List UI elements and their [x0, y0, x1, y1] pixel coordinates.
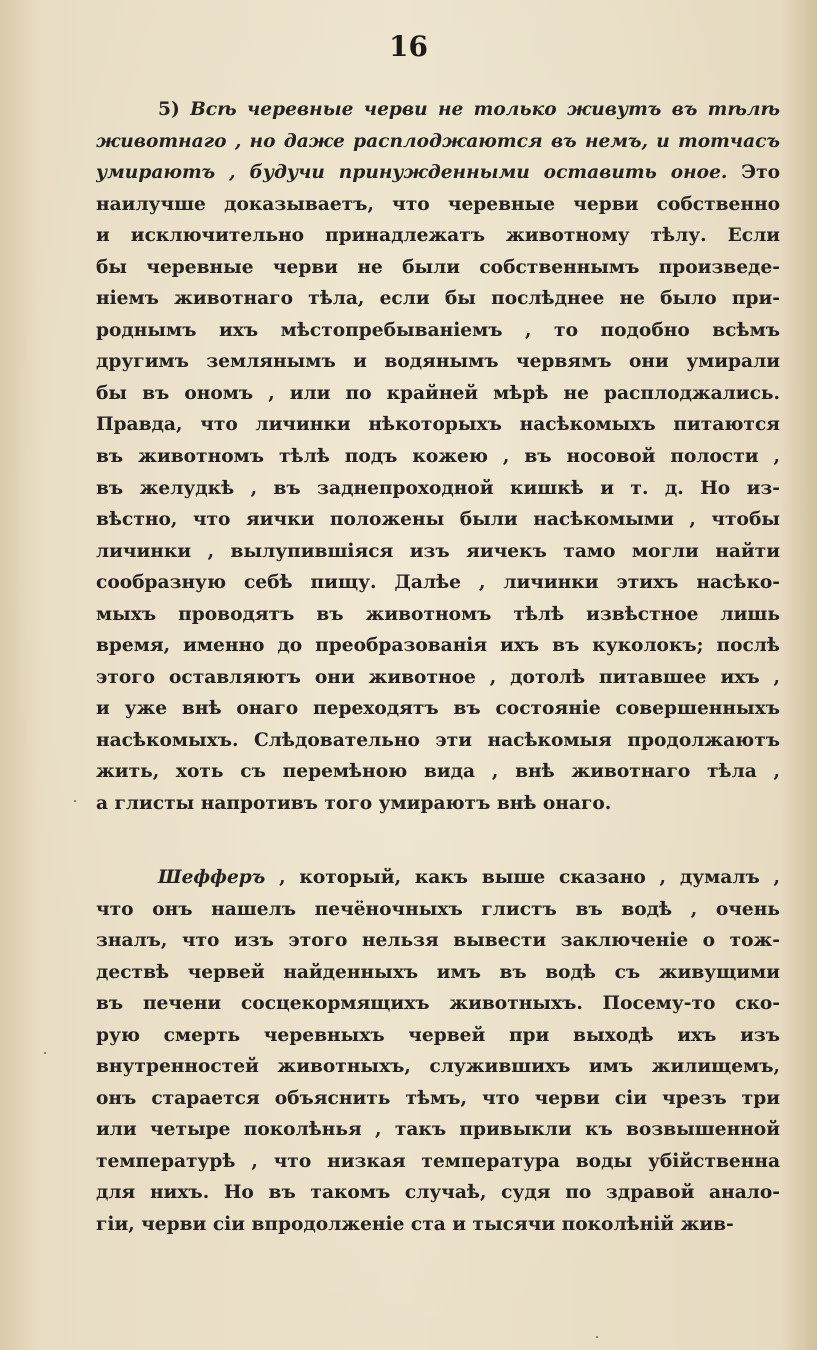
- paper-speck: [596, 1336, 598, 1338]
- text-line: [96, 693, 780, 725]
- plain-text: время, именно до преобразованія ихъ въ куколокъ; послѣ: [96, 635, 780, 657]
- plain-text: роднымъ ихъ мѣстопребываніемъ , то подобно всѣмъ: [96, 319, 780, 341]
- text-line: [96, 662, 780, 694]
- text-line: [96, 1020, 780, 1052]
- text-line: [96, 1209, 780, 1241]
- plain-text: гіи, черви сіи впродолженіе ста и тысячи поколѣній жив-: [96, 1214, 734, 1236]
- plain-text: , который, какъ выше сказано , думалъ ,: [265, 867, 780, 888]
- plain-text: сообразную себѣ пищу. Далѣе , личинки этихъ насѣко-: [96, 572, 780, 594]
- text-line: [96, 252, 780, 284]
- text-line: [96, 220, 780, 252]
- text-line: [96, 630, 780, 662]
- plain-text: насѣкомыхъ. Слѣдовательно эти насѣкомыя продолжаютъ: [96, 729, 780, 751]
- plain-text: и исключительно принадлежатъ животному тѣлу. Если: [96, 225, 780, 247]
- plain-text: зналъ, что изъ этого нельзя вывести заключеніе о тож-: [96, 930, 780, 952]
- plain-text: Это: [727, 162, 780, 184]
- plain-text: дествѣ червей найденныхъ имъ въ водѣ съ живущими: [96, 961, 780, 983]
- text-line: [96, 473, 780, 505]
- paragraph-5: [96, 94, 780, 820]
- text-line: [96, 346, 780, 378]
- plain-text: бы черевные черви не были собственнымъ произведе-: [96, 256, 780, 278]
- text-line: [96, 157, 780, 189]
- plain-text: внутренностей животныхъ, служившихъ имъ жилищемъ,: [96, 1056, 780, 1078]
- text-line: [96, 957, 780, 989]
- text-line: [96, 925, 780, 957]
- text-line: [96, 378, 780, 410]
- text-line: [96, 988, 780, 1020]
- text-line: [96, 441, 780, 473]
- text-line: [96, 189, 780, 221]
- paragraph-scheffer: [96, 862, 780, 1241]
- text-line: [96, 1051, 780, 1083]
- text-line: [96, 1114, 780, 1146]
- text-line: [96, 409, 780, 441]
- plain-text: въ животномъ тѣлѣ подъ кожею , въ носовой полости ,: [96, 446, 780, 468]
- italic-text: Всѣ черевные черви не только живутъ въ тѣлѣ: [190, 99, 780, 120]
- text-line: [96, 1146, 780, 1178]
- text-line: [96, 567, 780, 599]
- italic-text: Шефферъ: [158, 867, 266, 888]
- plain-text: этого оставляютъ они животное , дотолѣ питавшее ихъ ,: [96, 666, 780, 688]
- plain-text: жить, хоть съ перемѣною вида , внѣ животнаго тѣла ,: [96, 761, 780, 783]
- plain-text: въ желудкѣ , въ заднепроходной кишкѣ и т. д. Но из-: [96, 477, 780, 499]
- text-line: [96, 862, 780, 894]
- plain-text: или четыре поколѣнья , такъ привыкли къ возвышенной: [96, 1119, 780, 1141]
- page-number: 16: [389, 30, 428, 63]
- text-line: [96, 283, 780, 315]
- plain-text: для нихъ. Но въ такомъ случаѣ, судя по здравой анало-: [96, 1182, 780, 1204]
- plain-text: въ печени сосцекормящихъ животныхъ. Посему-то ско-: [96, 993, 780, 1015]
- text-line: [96, 788, 780, 820]
- text-line: [96, 599, 780, 631]
- plain-text: рую смерть черевныхъ червей при выходѣ ихъ изъ: [96, 1024, 780, 1046]
- plain-text: онъ старается объяснить тѣмъ, что черви сіи чрезъ три: [96, 1087, 780, 1109]
- plain-text: личинки , вылупившіяся изъ яичекъ тамо могли найти: [96, 540, 780, 562]
- text-line: [96, 725, 780, 757]
- text-line: [96, 1083, 780, 1115]
- plain-text: наилучше доказываетъ, что черевные черви собственно: [96, 193, 780, 215]
- plain-text: ніемъ животнаго тѣла, если бы послѣднее не было при-: [96, 288, 780, 310]
- plain-text: мыхъ проводятъ въ животномъ тѣлѣ извѣстное лишь: [96, 603, 780, 625]
- plain-text: а глисты напротивъ того умираютъ внѣ онаго.: [96, 793, 612, 815]
- text-line: [96, 756, 780, 788]
- paper-speck: [74, 800, 76, 802]
- text-line: [96, 94, 780, 126]
- plain-text: вѣстно, что яички положены были насѣкомыми , чтобы: [96, 509, 780, 531]
- text-line: [96, 504, 780, 536]
- text-line: [96, 315, 780, 347]
- text-line: [96, 1177, 780, 1209]
- text-line: [96, 536, 780, 568]
- plain-text: бы въ ономъ , или по крайней мѣрѣ не расплоджались.: [96, 382, 780, 404]
- text-line: [96, 894, 780, 926]
- italic-text: животнаго , но даже расплоджаются въ немъ, и тотчасъ: [96, 130, 780, 152]
- plain-text: другимъ землянымъ и водянымъ червямъ они умирали: [96, 351, 780, 373]
- paper-speck: [44, 1052, 46, 1054]
- plain-text: температурѣ , что низкая температура воды убійственна: [96, 1150, 780, 1172]
- plain-text: Правда, что личинки нѣкоторыхъ насѣкомыхъ питаются: [96, 414, 780, 436]
- plain-text: что онъ нашелъ печёночныхъ глистъ въ водѣ , очень: [96, 898, 780, 920]
- plain-text: 5): [158, 99, 191, 120]
- italic-text: умираютъ , будучи принужденными оставить оное.: [96, 162, 728, 184]
- text-line: [96, 126, 780, 158]
- plain-text: и уже внѣ онаго переходятъ въ состояніе совершенныхъ: [96, 698, 780, 720]
